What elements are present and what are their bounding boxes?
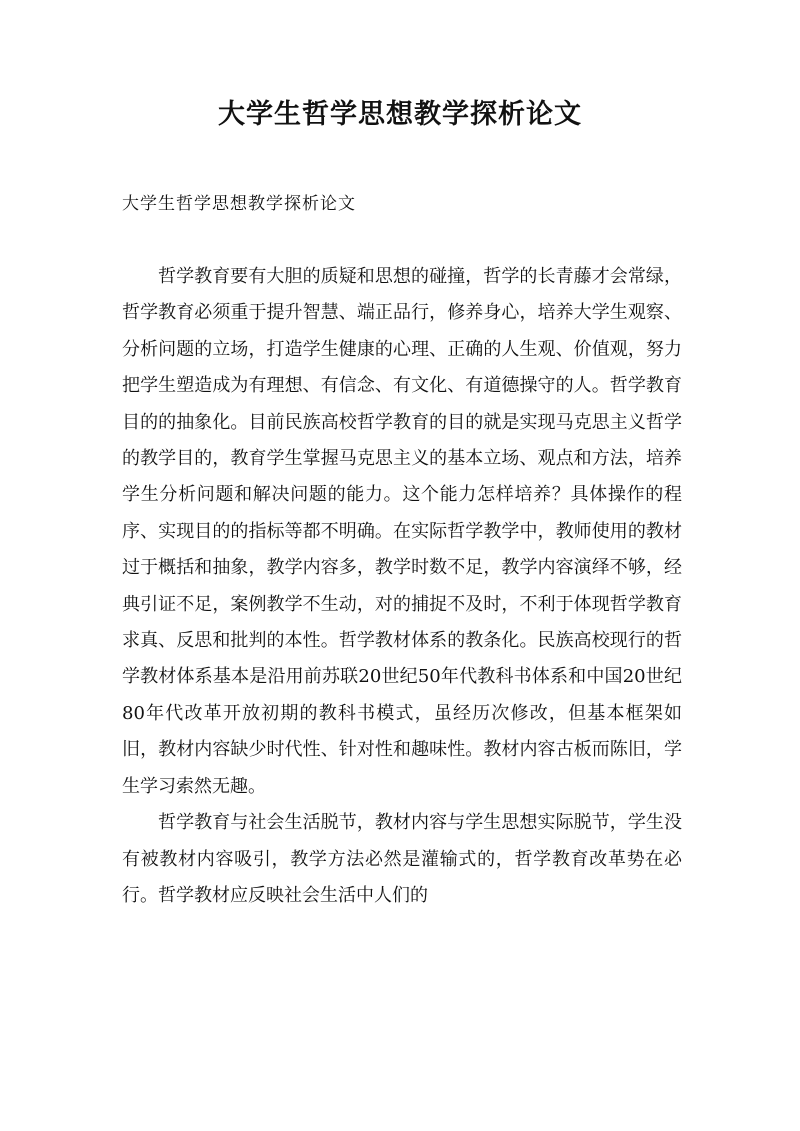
document-title: 大学生哲学思想教学探析论文 bbox=[218, 99, 582, 130]
document-subtitle: 大学生哲学思想教学探析论文 bbox=[122, 194, 356, 214]
document-body bbox=[122, 259, 682, 914]
body-paragraph: 哲学教育与社会生活脱节，教材内容与学生思想实际脱节，学生没有被教材内容吸引，教学方法必然是灌输式的，哲学教育改革势在必行。哲学教材应反映社会生活中人们的 bbox=[122, 812, 682, 906]
body-paragraph: 哲学教育要有大胆的质疑和思想的碰撞，哲学的长青藤才会常绿，哲学教育必须重于提升智慧、端正品行，修养身心，培养大学生观察、分析问题的立场，打造学生健康的心理、正确的人生观、价值观，努力把学生塑造成为有理想、有信念、有文化、有道德操守的人。哲学教育目的的抽象化。目前民族高校哲学教育的目的就是实现马克思主义哲学的教学目的，教育学生掌握马克思主义的基本立场、观点和方法，培养学生分析问题和解决问题的能力。这个能力怎样培养？具体操作的程序、实现目的的指标等都不明确。在实际哲学教学中，教师使用的教材过于概括和抽象，教学内容多，教学时数不足，教学内容演绎不够，经典引证不足，案例教学不生动，对的捕捉不及时，不利于体现哲学教育求真、反思和批判的本性。哲学教材体系的教条化。民族高校现行的哲学教材体系基本是沿用前苏联20世纪50年代教科书体系和中国20世纪80年代改革开放初期的教科书模式，虽经历次修改，但基本框架如旧，教材内容缺少时代性、针对性和趣味性。教材内容古板而陈旧，学生学习索然无趣。 bbox=[122, 266, 682, 797]
